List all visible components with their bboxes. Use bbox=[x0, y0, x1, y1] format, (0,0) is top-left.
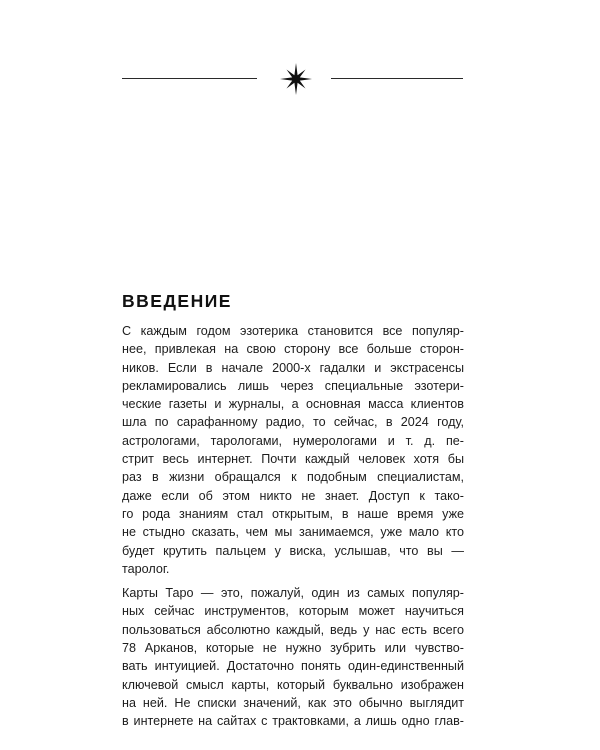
text-line: Карты Таро — это, пожалуй, один из самых популяр- bbox=[122, 586, 464, 601]
text-line: на ней. Не списки значений, как это обычно выглядит bbox=[122, 695, 464, 710]
text-line: не стыдно сказать, чем мы занимаемся, уже мало кто bbox=[122, 525, 464, 540]
text-line: стрит весь интернет. Почти каждый человек хотя бы bbox=[122, 452, 464, 467]
chapter-heading: ВВЕДЕНИЕ bbox=[122, 291, 232, 311]
text-line: астрологами, тарологами, нумерологами и т. д. пе- bbox=[122, 433, 464, 448]
text-line: го рода знаниям стал открытым, в наше время уже bbox=[122, 506, 464, 521]
paragraph-1 bbox=[122, 322, 464, 578]
text-line: вать интуицией. Достаточно понять один-единственный bbox=[122, 659, 464, 674]
ornament-left-rule bbox=[122, 78, 257, 79]
text-line: нее, привлекая на свою сторону все больше сторон- bbox=[122, 342, 464, 357]
ornament-right-rule bbox=[331, 78, 463, 79]
text-line: раз в жизни обращался к подобным специалистам, bbox=[122, 470, 464, 485]
body-text bbox=[122, 322, 464, 731]
text-line: ческие газеты и журналы, а основная масса клиентов bbox=[122, 397, 464, 412]
text-line: ных сейчас инструментов, которым может научиться bbox=[122, 604, 464, 619]
text-line: С каждым годом эзотерика становится все популяр- bbox=[122, 324, 464, 338]
text-line: пользоваться абсолютно каждый, ведь у нас есть всего bbox=[122, 622, 464, 637]
text-line: ключевой смысл карты, который буквально изображен bbox=[122, 677, 464, 692]
text-line: ников. Если в начале 2000-х гадалки и экстрасенсы bbox=[122, 360, 464, 375]
text-line: в интернете на сайтах с трактовками, а лишь одно глав- bbox=[122, 714, 464, 729]
text-line: шла по сарафанному радио, то сейчас, в 2024 году, bbox=[122, 415, 464, 430]
paragraph-2 bbox=[122, 584, 464, 730]
text-line: будет крутить пальцем у виска, услышав, что вы — bbox=[122, 543, 464, 558]
text-line: рекламировались лишь через специальные эзотери- bbox=[122, 378, 464, 393]
text-line: 78 Арканов, которые не нужно зубрить или чувство- bbox=[122, 641, 464, 656]
text-line: таролог. bbox=[122, 561, 170, 576]
text-line: даже если об этом никто не знает. Доступ к тако- bbox=[122, 488, 464, 503]
star-icon bbox=[280, 63, 312, 95]
chapter-ornament bbox=[0, 62, 600, 96]
